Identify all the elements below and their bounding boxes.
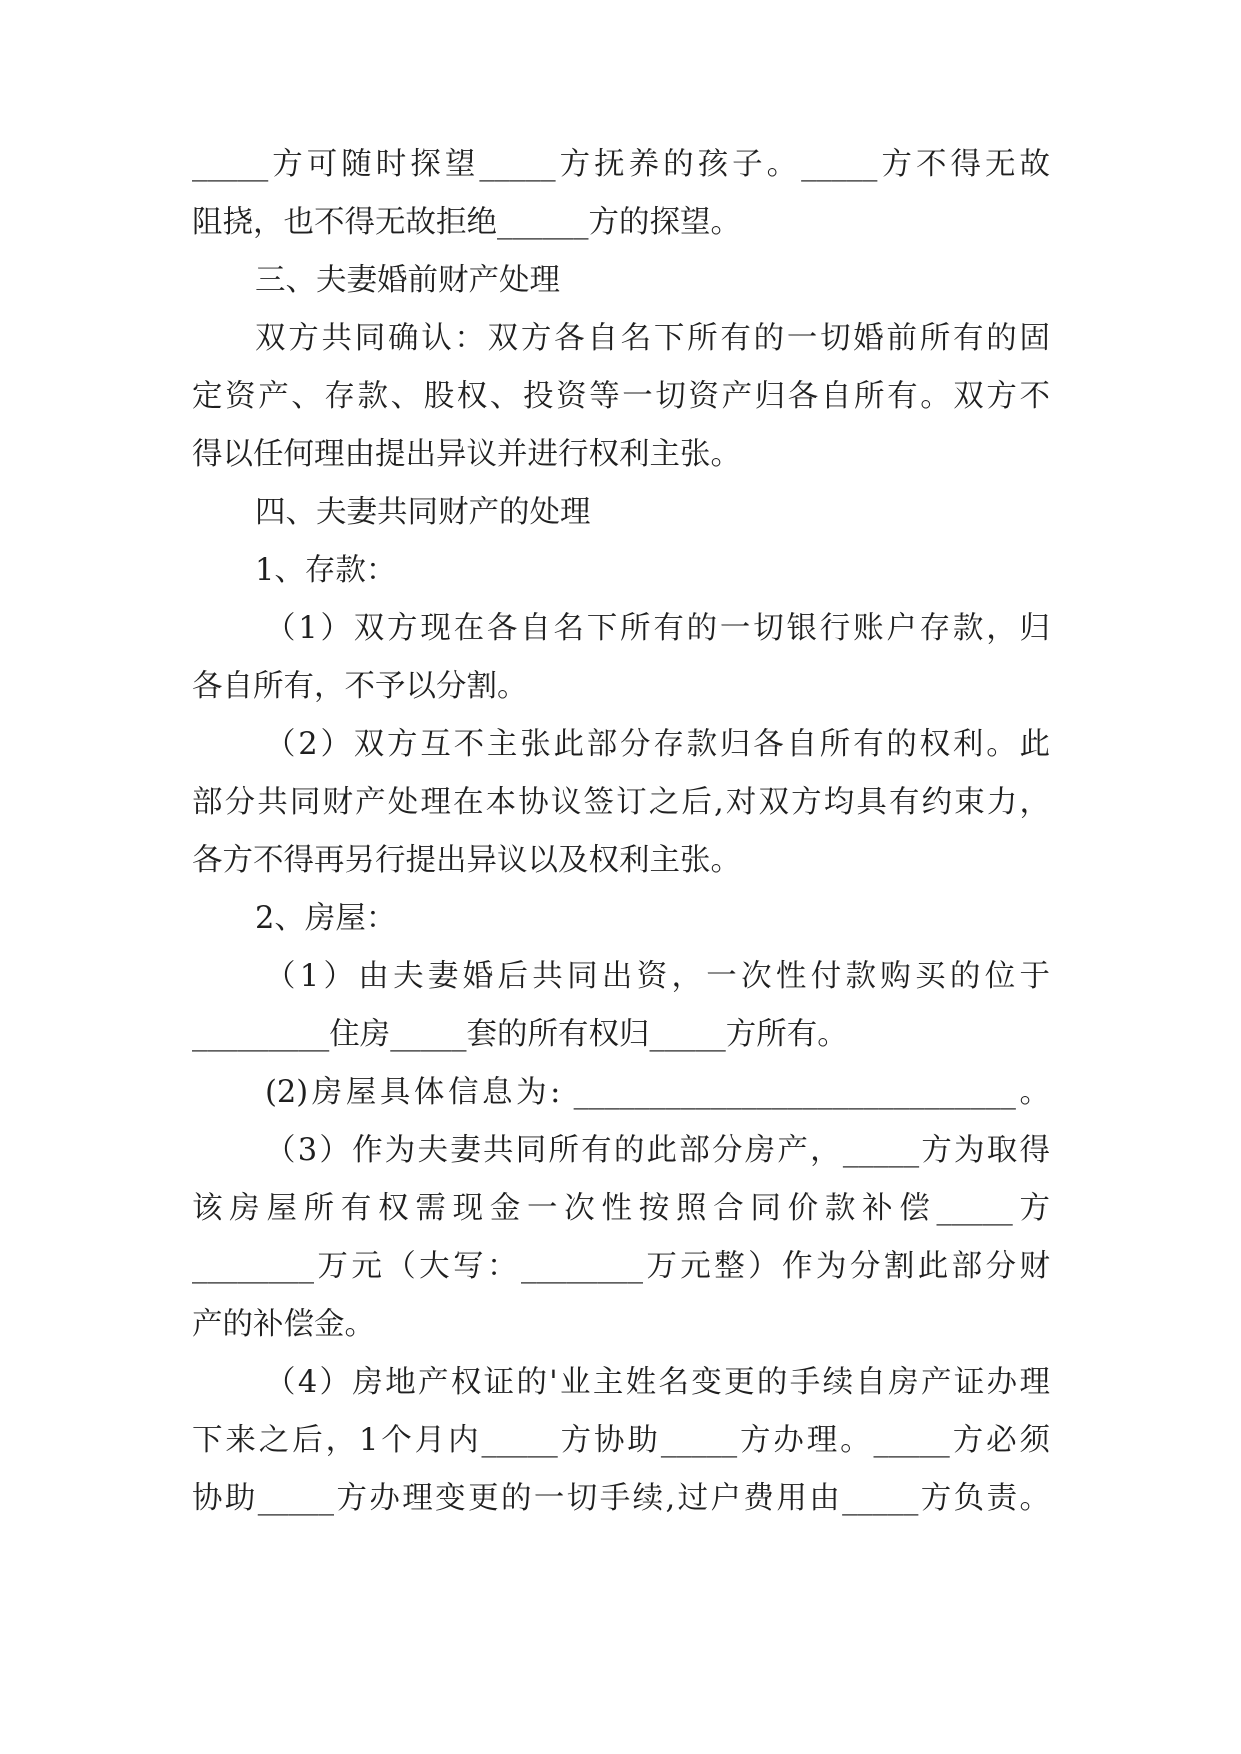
text-line: 下来之后，1个月内_____方协助_____方办理。_____方必须 <box>192 1423 1050 1458</box>
text-line: 产的补偿金。 <box>192 1307 375 1342</box>
subsection-heading: 1、存款： <box>255 553 397 588</box>
text-line: _________住房_____套的所有权归_____方所有。 <box>192 1017 848 1052</box>
section-heading: 三、夫妻婚前财产处理 <box>255 263 560 298</box>
text-line: （2）双方互不主张此部分存款归各自所有的权利。此 <box>265 727 1050 762</box>
text-line: ________万元（大写：________万元整）作为分割此部分财 <box>192 1249 1050 1284</box>
text-line: 定资产、存款、股权、投资等一切资产归各自所有。双方不 <box>192 379 1050 414</box>
text-line: 阻挠，也不得无故拒绝______方的探望。 <box>192 205 741 240</box>
text-line: （1）双方现在各自名下所有的一切银行账户存款，归 <box>265 611 1050 646</box>
text-line: （3）作为夫妻共同所有的此部分房产，_____方为取得 <box>265 1133 1050 1168</box>
text-line: 得以任何理由提出异议并进行权利主张。 <box>192 437 741 472</box>
text-line: 各方不得再另行提出异议以及权利主张。 <box>192 843 741 878</box>
text-line: 该房屋所有权需现金一次性按照合同价款补偿_____方 <box>192 1191 1050 1226</box>
subsection-heading: 2、房屋： <box>255 901 397 936</box>
text-line: （4）房地产权证的'业主姓名变更的手续自房产证办理 <box>265 1365 1050 1400</box>
text-line: 双方共同确认：双方各自名下所有的一切婚前所有的固 <box>255 321 1050 356</box>
text-line: 各自所有，不予以分割。 <box>192 669 528 704</box>
text-line: 部分共同财产处理在本协议签订之后,对双方均具有约束力， <box>192 785 1050 820</box>
section-heading: 四、夫妻共同财产的处理 <box>255 495 591 530</box>
text-line: _____方可随时探望_____方抚养的孩子。_____方不得无故 <box>192 147 1050 182</box>
text-line: （1）由夫妻婚后共同出资，一次性付款购买的位于 <box>265 959 1050 994</box>
text-line: 协助_____方办理变更的一切手续,过户费用由_____方负责。 <box>192 1481 1050 1516</box>
text-line: (2)房屋具体信息为: _____________________________。 <box>265 1075 1050 1110</box>
